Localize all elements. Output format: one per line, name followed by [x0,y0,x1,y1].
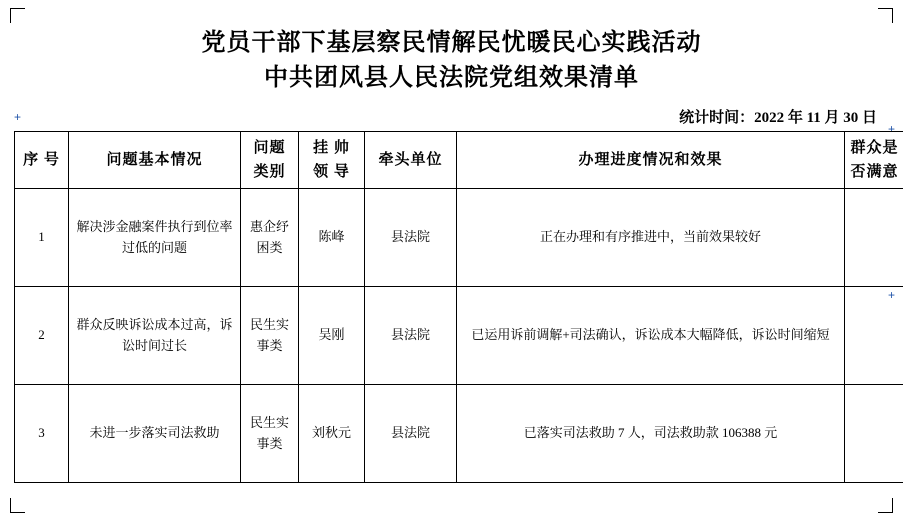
header-seq: 序 号 [15,132,69,189]
cell-unit: 县法院 [365,287,457,385]
page-title [0,0,903,96]
anchor-marker-right-top: + [887,122,895,136]
header-lead-line2: 领 导 [313,164,350,180]
cell-description: 解决涉金融案件执行到位率过低的问题 [69,189,241,287]
cell-seq: 2 [15,287,69,385]
cell-satisfaction [845,189,903,287]
header-category-line2: 类别 [253,164,286,180]
header-description: 问题基本情况 [69,132,241,189]
cell-satisfaction [845,287,903,385]
cell-category: 惠企纾困类 [241,189,299,287]
cell-category: 民生实事类 [241,385,299,483]
cell-unit: 县法院 [365,189,457,287]
effect-list-table [14,131,899,483]
table-row [15,189,903,287]
header-satisfaction [845,132,903,189]
cell-unit: 县法院 [365,385,457,483]
cell-seq: 3 [15,385,69,483]
statistics-time: 统计时间：2022 年 11 月 30 日 [679,109,877,126]
cell-lead: 陈峰 [299,189,365,287]
title-line-1: 党员干部下基层察民情解民忧暖民心实践活动 [201,30,702,56]
anchor-marker-left: + [14,110,22,124]
crop-mark-top-left [10,8,25,23]
cell-seq: 1 [15,189,69,287]
title-line-2: 中共团风县人民法院党组效果清单 [264,64,639,91]
header-satisfaction-line2: 否满意 [850,164,899,180]
anchor-marker-right-mid: + [887,288,895,302]
table-header-row [15,132,903,189]
cell-progress: 正在办理和有序推进中，当前效果较好 [457,189,845,287]
table-row [15,385,903,483]
cell-lead: 刘秋元 [299,385,365,483]
table-row [15,287,903,385]
crop-mark-bottom-right [878,498,893,513]
cell-progress: 已运用诉前调解+司法确认，诉讼成本大幅降低，诉讼时间缩短 [457,287,845,385]
header-unit: 牵头单位 [365,132,457,189]
header-lead-line1: 挂 帅 [313,140,350,156]
crop-mark-top-right [878,8,893,23]
cell-lead: 吴刚 [299,287,365,385]
cell-satisfaction [845,385,903,483]
header-satisfaction-line1: 群众是 [850,140,899,156]
cell-progress: 已落实司法救助 7 人，司法救助款 106388 元 [457,385,845,483]
header-category-line1: 问题 [253,140,286,156]
cell-description: 未进一步落实司法救助 [69,385,241,483]
cell-description: 群众反映诉讼成本过高，诉讼时间过长 [69,287,241,385]
cell-category: 民生实事类 [241,287,299,385]
header-progress: 办理进度情况和效果 [457,132,845,189]
header-lead [299,132,365,189]
crop-mark-bottom-left [10,498,25,513]
header-category [241,132,299,189]
